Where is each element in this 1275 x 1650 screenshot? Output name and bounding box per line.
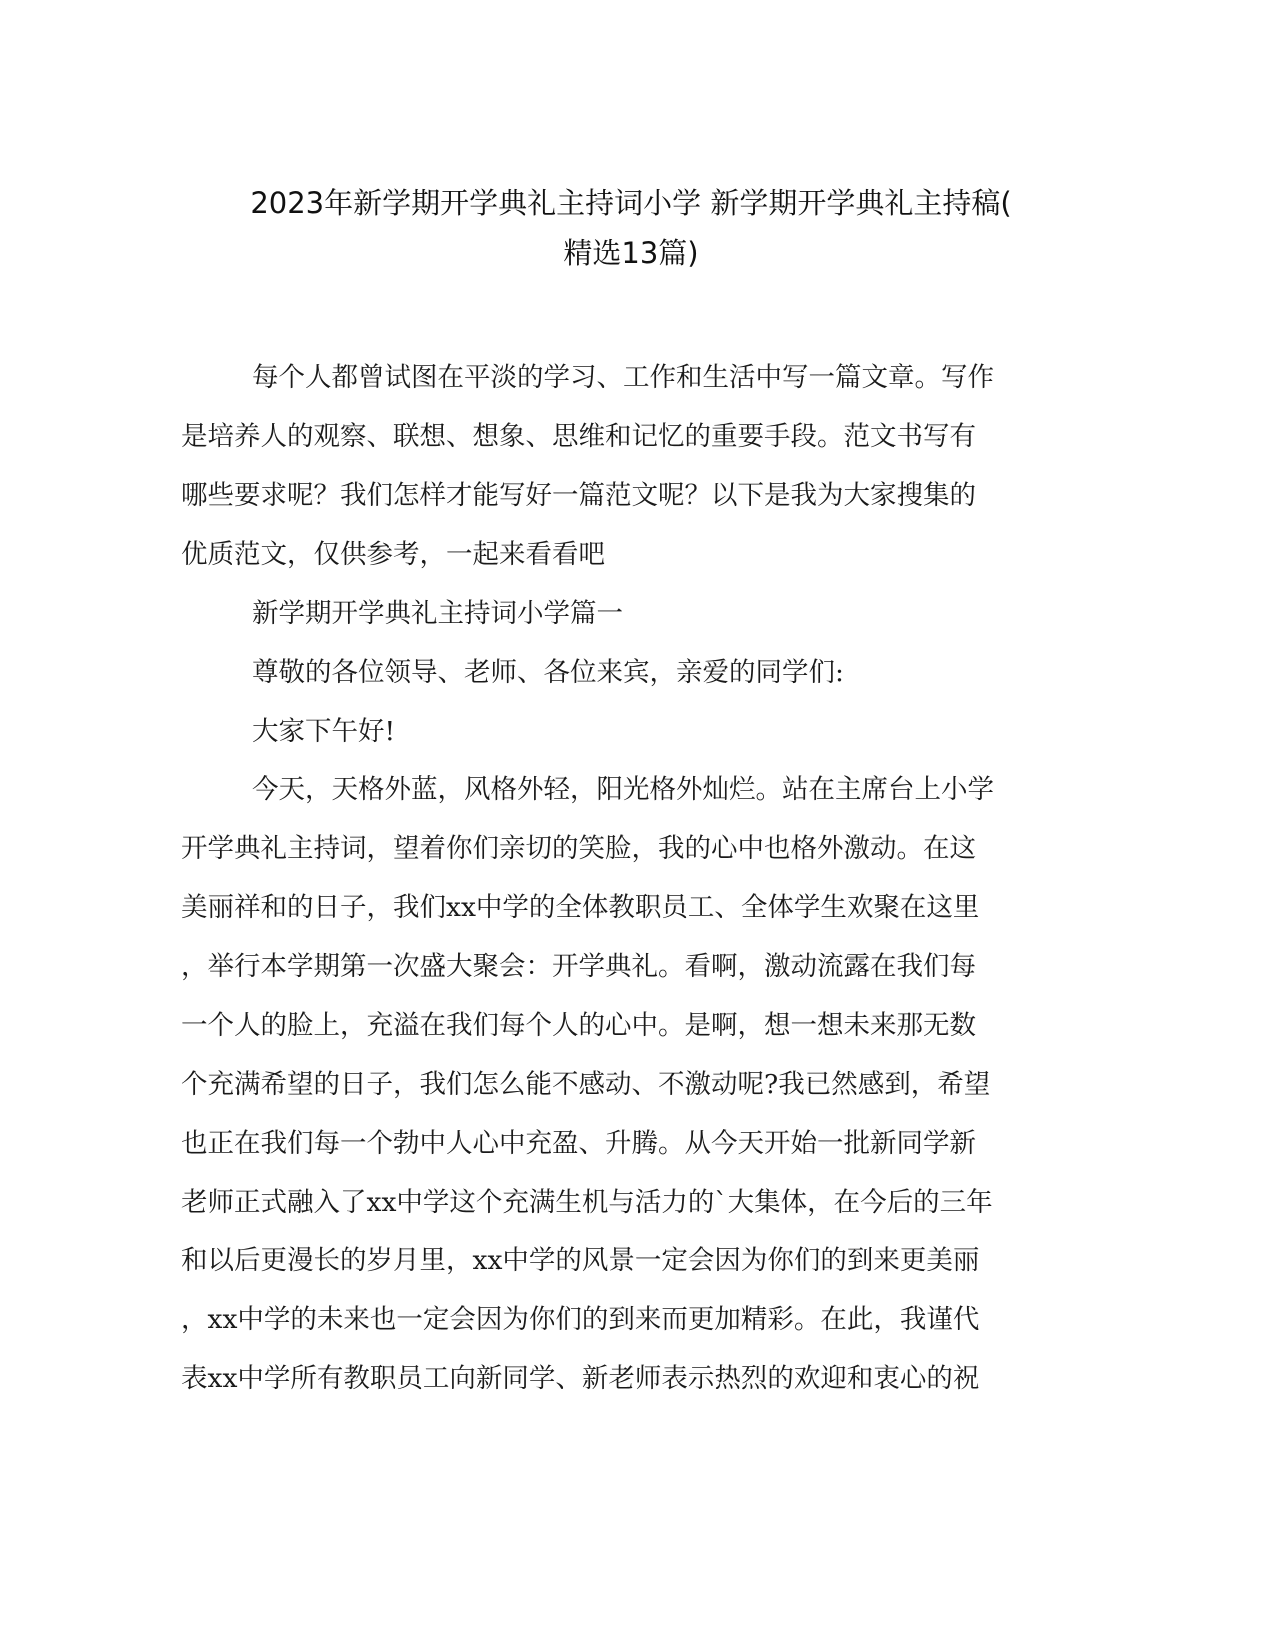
paragraph-line: 个充满希望的日子，我们怎么能不感动、不激动呢?我已然感到，希望 xyxy=(181,1069,991,1100)
greeting: 大家下午好! xyxy=(252,716,396,747)
paragraph-line: 美丽祥和的日子，我们xx中学的全体教职员工、全体学生欢聚在这里 xyxy=(181,892,980,923)
paragraph-line: 开学典礼主持词，望着你们亲切的笑脸，我的心中也格外激动。在这 xyxy=(181,833,976,864)
paragraph-line: 今天，天格外蓝，风格外轻，阳光格外灿烂。站在主席台上小学 xyxy=(252,774,994,805)
paragraph-line: ，举行本学期第一次盛大聚会：开学典礼。看啊，激动流露在我们每 xyxy=(181,951,976,982)
section-heading: 新学期开学典礼主持词小学篇一 xyxy=(252,598,623,629)
paragraph-line: 也正在我们每一个勃中人心中充盈、升腾。从今天开始一批新同学新 xyxy=(181,1128,976,1159)
salutation: 尊敬的各位领导、老师、各位来宾，亲爱的同学们: xyxy=(252,657,844,688)
document-title xyxy=(186,178,1076,278)
paragraph-line: 优质范文，仅供参考，一起来看看吧 xyxy=(181,539,605,570)
paragraph-line: 每个人都曾试图在平淡的学习、工作和生活中写一篇文章。写作 xyxy=(252,362,994,393)
title-line: 精选13篇) xyxy=(563,236,699,270)
paragraph-line: 老师正式融入了xx中学这个充满生机与活力的`大集体，在今后的三年 xyxy=(181,1187,993,1218)
paragraph-line: 表xx中学所有教职员工向新同学、新老师表示热烈的欢迎和衷心的祝 xyxy=(181,1363,980,1394)
paragraph-line: 和以后更漫长的岁月里，xx中学的风景一定会因为你们的到来更美丽 xyxy=(181,1245,980,1276)
paragraph-line: 哪些要求呢？我们怎样才能写好一篇范文呢？以下是我为大家搜集的 xyxy=(181,480,976,511)
paragraph-line: 一个人的脸上，充溢在我们每个人的心中。是啊，想一想未来那无数 xyxy=(181,1010,976,1041)
paragraph-line: ，xx中学的未来也一定会因为你们的到来而更加精彩。在此，我谨代 xyxy=(181,1304,980,1335)
title-line: 2023年新学期开学典礼主持词小学 新学期开学典礼主持稿( xyxy=(250,186,1012,220)
paragraph-line: 是培养人的观察、联想、想象、思维和记忆的重要手段。范文书写有 xyxy=(181,421,976,452)
